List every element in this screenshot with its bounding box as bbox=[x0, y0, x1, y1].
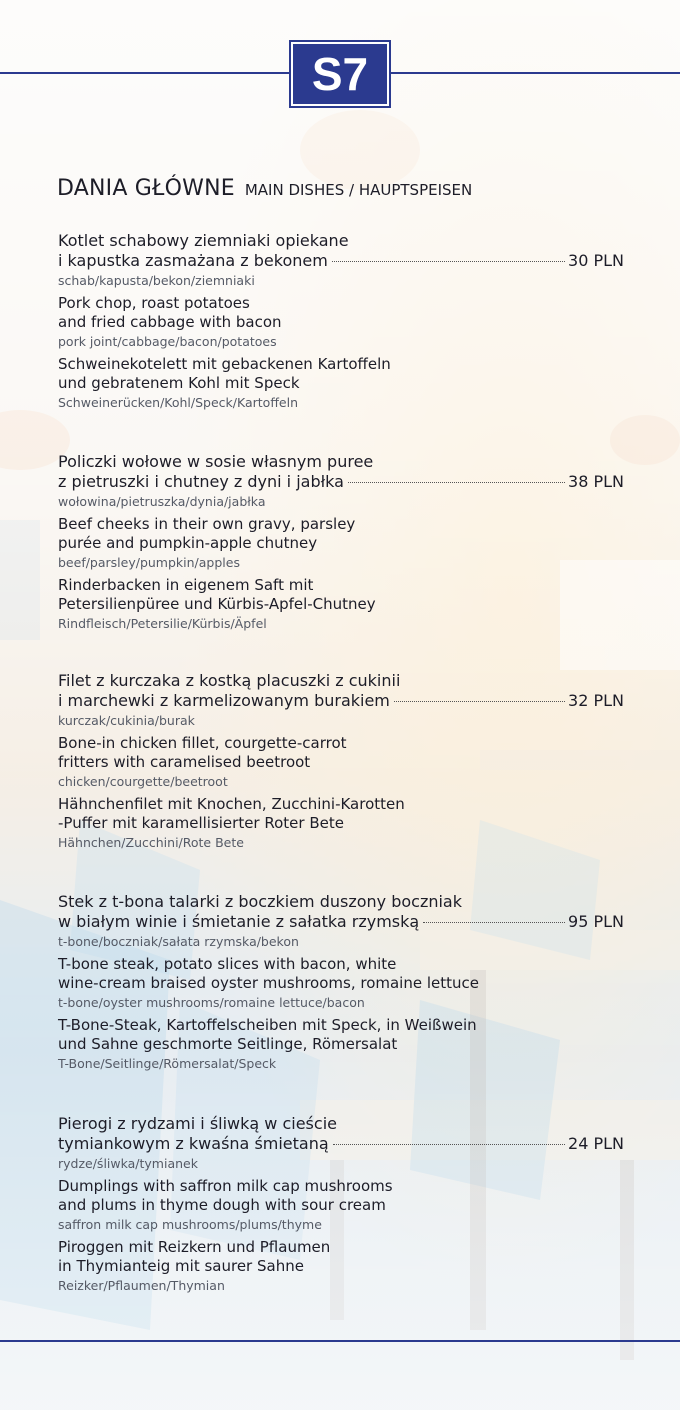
dish-name-pl-line2-row bbox=[58, 472, 624, 492]
dish-name-en bbox=[58, 955, 624, 993]
dot-leader bbox=[348, 482, 565, 483]
dish-price: 32 PLN bbox=[568, 691, 624, 710]
dish-name-de bbox=[58, 355, 624, 393]
menu-item bbox=[58, 892, 624, 1072]
dish-name-de-line2: und Sahne geschmorte Seitlinge, Römersalat bbox=[58, 1035, 398, 1053]
dish-name-pl-line2: i kapustka zasmażana z bekonem bbox=[58, 251, 328, 270]
ingredients-en: t-bone/oyster mushrooms/romaine lettuce/bacon bbox=[58, 995, 365, 1010]
menu-item bbox=[58, 1114, 624, 1294]
dish-name-en-line1: Beef cheeks in their own gravy, parsley bbox=[58, 515, 356, 533]
dish-name-pl-line2: w białym winie i śmietanie z sałatka rzymską bbox=[58, 912, 420, 931]
dish-name-en-line1: T-bone steak, potato slices with bacon, white bbox=[58, 955, 397, 973]
dot-leader bbox=[394, 701, 565, 702]
dish-name-pl-line1: Kotlet schabowy ziemniaki opiekane bbox=[58, 231, 349, 250]
dot-leader bbox=[332, 261, 565, 262]
dish-name-en-line1: Bone-in chicken fillet, courgette-carrot bbox=[58, 734, 347, 752]
dish-name-pl-line1: Filet z kurczaka z kostką placuszki z cukinii bbox=[58, 671, 401, 690]
top-rule-right bbox=[388, 72, 680, 74]
dish-name-pl-line2-row bbox=[58, 912, 624, 932]
dish-price: 38 PLN bbox=[568, 472, 624, 491]
dish-name-en bbox=[58, 734, 624, 772]
ingredients-de: T-Bone/Seitlinge/Römersalat/Speck bbox=[58, 1056, 277, 1071]
ingredients-pl: schab/kapusta/bekon/ziemniaki bbox=[58, 273, 255, 288]
dish-name-de-line1: T-Bone-Steak, Kartoffelscheiben mit Speck, in Weißwein bbox=[58, 1016, 477, 1034]
dish-name-en-line1: Pork chop, roast potatoes bbox=[58, 294, 250, 312]
dish-name-en bbox=[58, 294, 624, 332]
top-rule-left bbox=[0, 72, 292, 74]
dish-name-de bbox=[58, 576, 624, 614]
dot-leader bbox=[333, 1144, 565, 1145]
dish-name-de-line1: Hähnchenfilet mit Knochen, Zucchini-Karotten bbox=[58, 795, 405, 813]
ingredients-de: Reizker/Pflaumen/Thymian bbox=[58, 1278, 225, 1293]
dish-price: 30 PLN bbox=[568, 251, 624, 270]
bottom-rule bbox=[0, 1340, 680, 1342]
dish-name-de bbox=[58, 1016, 624, 1054]
dish-name-pl-line1: Stek z t-bona talarki z boczkiem duszony boczniak bbox=[58, 892, 462, 911]
dish-name-en-line2: fritters with caramelised beetroot bbox=[58, 753, 311, 771]
dish-name-de-line1: Piroggen mit Reizkern und Pflaumen bbox=[58, 1238, 331, 1256]
dish-price: 24 PLN bbox=[568, 1134, 624, 1153]
section-subtitle: MAIN DISHES / HAUPTSPEISEN bbox=[244, 181, 473, 199]
dish-name-de bbox=[58, 795, 624, 833]
ingredients-en: beef/parsley/pumpkin/apples bbox=[58, 555, 240, 570]
ingredients-de: Hähnchen/Zucchini/Rote Bete bbox=[58, 835, 244, 850]
section-badge-label: S7 bbox=[311, 48, 369, 100]
ingredients-de: Rindfleisch/Petersilie/Kürbis/Äpfel bbox=[58, 616, 267, 631]
dish-name-de-line2: Petersilienpüree und Kürbis-Apfel-Chutney bbox=[58, 595, 376, 613]
section-heading bbox=[57, 176, 472, 201]
ingredients-pl: rydze/śliwka/tymianek bbox=[58, 1156, 198, 1171]
dish-name-de-line2: in Thymianteig mit saurer Sahne bbox=[58, 1257, 304, 1275]
dish-name-de-line2: und gebratenem Kohl mit Speck bbox=[58, 374, 300, 392]
ingredients-en: pork joint/cabbage/bacon/potatoes bbox=[58, 334, 277, 349]
section-title: DANIA GŁÓWNE bbox=[57, 176, 235, 201]
dish-name-de-line1: Rinderbacken in eigenem Saft mit bbox=[58, 576, 314, 594]
dish-name-en-line2: and plums in thyme dough with sour cream bbox=[58, 1196, 386, 1214]
dish-name-pl-line2: z pietruszki i chutney z dyni i jabłka bbox=[58, 472, 344, 491]
dish-name-pl-line2-row bbox=[58, 1134, 624, 1154]
ingredients-de: Schweinerücken/Kohl/Speck/Kartoffeln bbox=[58, 395, 299, 410]
dish-price: 95 PLN bbox=[568, 912, 624, 931]
ingredients-en: saffron milk cap mushrooms/plums/thyme bbox=[58, 1217, 322, 1232]
dish-name-pl-line1: Pierogi z rydzami i śliwką w cieście bbox=[58, 1114, 337, 1133]
section-badge bbox=[291, 42, 389, 106]
dish-name-pl-line1: Policzki wołowe w sosie własnym puree bbox=[58, 452, 374, 471]
dot-leader bbox=[423, 922, 565, 923]
ingredients-pl: t-bone/boczniak/sałata rzymska/bekon bbox=[58, 934, 299, 949]
ingredients-pl: kurczak/cukinia/burak bbox=[58, 713, 195, 728]
ingredients-en: chicken/courgette/beetroot bbox=[58, 774, 228, 789]
menu-item bbox=[58, 231, 624, 411]
dish-name-pl-line2: tymiankowym z kwaśna śmietaną bbox=[58, 1134, 329, 1153]
dish-name-en-line2: and fried cabbage with bacon bbox=[58, 313, 282, 331]
dish-name-de-line2: -Puffer mit karamellisierter Roter Bete bbox=[58, 814, 344, 832]
dish-name-pl-line2: i marchewki z karmelizowanym burakiem bbox=[58, 691, 390, 710]
dish-name-en-line1: Dumplings with saffron milk cap mushrooms bbox=[58, 1177, 393, 1195]
dish-name-pl-line2-row bbox=[58, 251, 624, 271]
dish-name-en-line2: wine-cream braised oyster mushrooms, romaine lettuce bbox=[58, 974, 479, 992]
dish-name-de bbox=[58, 1238, 624, 1276]
dish-name-pl-line2-row bbox=[58, 691, 624, 711]
dish-name-de-line1: Schweinekotelett mit gebackenen Kartoffeln bbox=[58, 355, 391, 373]
dish-name-en bbox=[58, 515, 624, 553]
menu-item bbox=[58, 671, 624, 851]
dish-name-en bbox=[58, 1177, 624, 1215]
dish-name-en-line2: purée and pumpkin-apple chutney bbox=[58, 534, 318, 552]
ingredients-pl: wołowina/pietruszka/dynia/jabłka bbox=[58, 494, 266, 509]
menu-item bbox=[58, 452, 624, 632]
